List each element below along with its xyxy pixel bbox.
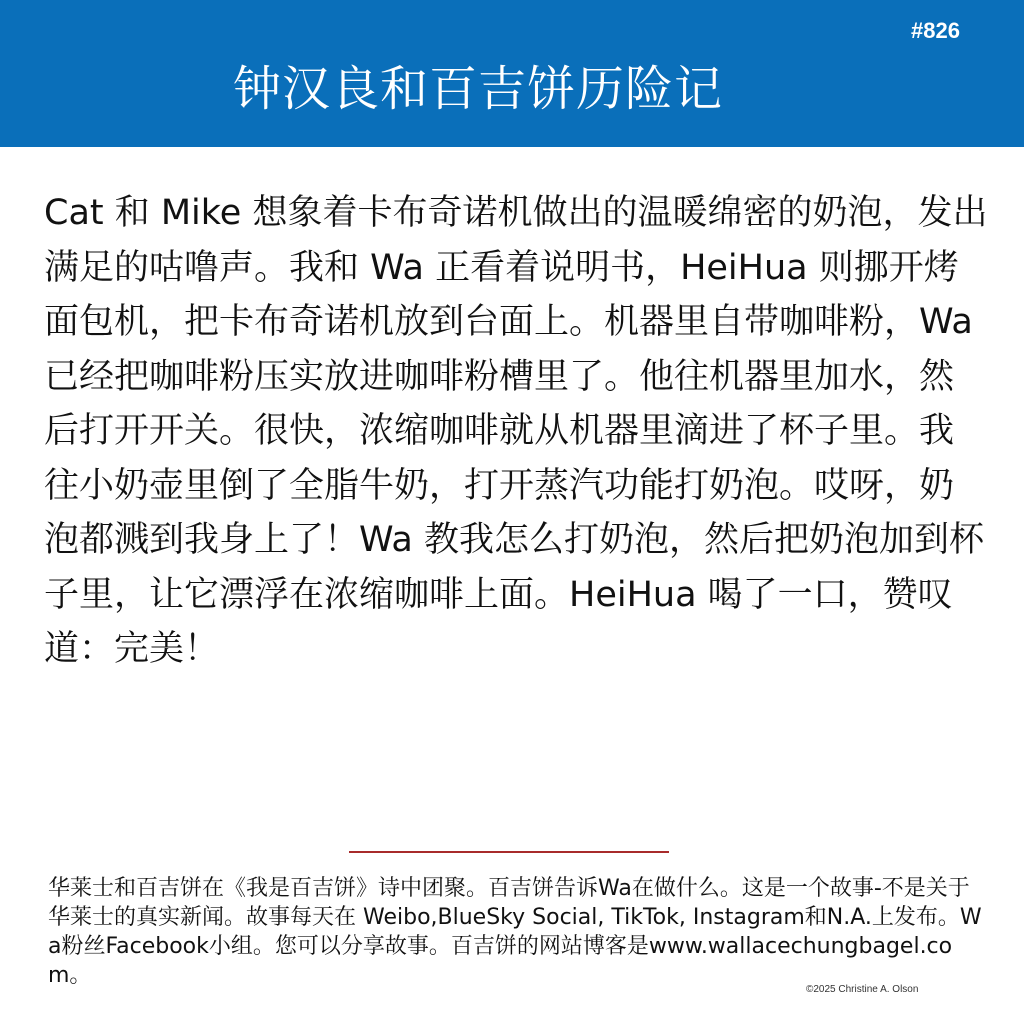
divider-line [349,851,669,853]
footer-note: 华莱士和百吉饼在《我是百吉饼》诗中团聚。百吉饼告诉Wa在做什么。这是一个故事-不是关于华莱士的真实新闻。故事每天在 Weibo,BlueSky Social, TikTok, Instagram和N.A.上发布。Wa粉丝Facebook小组。您可以分享故事。百吉饼的网站博客是www.wallacechungbagel.com。 [48,876,982,988]
header-banner [0,0,1024,147]
page-title: 钟汉良和百吉饼历险记 [232,61,723,117]
episode-number: #826 [911,18,960,43]
story-text: Cat 和 Mike 想象着卡布奇诺机做出的温暖绵密的奶泡，发出满足的咕噜声。我和 Wa 正看着说明书，HeiHua 则挪开烤面包机，把卡布奇诺机放到台面上。机器里自带咖啡粉，Wa 已经把咖啡粉压实放进咖啡粉槽里了。他往机器里加水，然后打开开关。很快，浓缩咖啡就从机器里滴进了杯子里。我往小奶壶里倒了全脂牛奶，打开蒸汽功能打奶泡。哎呀，奶泡都溅到我身上了！Wa 教我怎么打奶泡，然后把奶泡加到杯子里，让它漂浮在浓缩咖啡上面。HeiHua 喝了一口，赞叹道：完美！ [44,193,988,669]
copyright-text: ©2025 Christine A. Olson [806,984,919,995]
